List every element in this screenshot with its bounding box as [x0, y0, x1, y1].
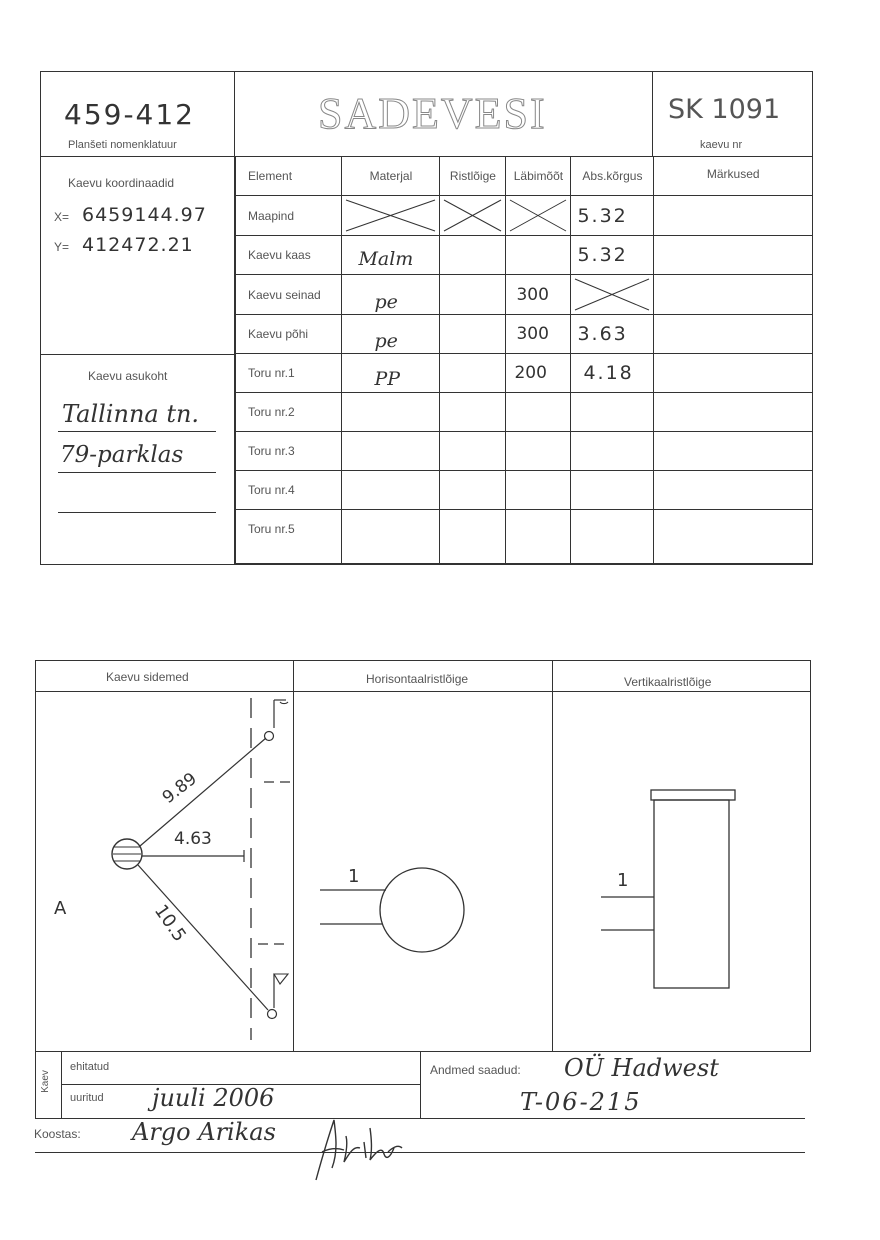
- row-notes: [654, 196, 813, 236]
- cell-crossed: [342, 196, 440, 236]
- row-diameter: [506, 432, 571, 471]
- row-material: [342, 393, 440, 432]
- pipe-label-horizontal: 1: [348, 866, 360, 887]
- row-element: Toru nr.4: [236, 471, 342, 510]
- elements-table: [235, 156, 813, 564]
- row-material: [342, 471, 440, 510]
- row-section: [440, 236, 506, 275]
- pipe-label-vertical: 1: [617, 870, 629, 891]
- row-abs: 5.32: [571, 236, 654, 275]
- tie-distance-3: 10.5: [149, 900, 191, 946]
- footer-side-label: Kaev: [39, 1070, 51, 1093]
- row-diameter: 200: [506, 354, 571, 393]
- andmed-label: Andmed saadud:: [430, 1063, 521, 1077]
- row-material: pe: [342, 315, 440, 354]
- ties-diagram: [36, 692, 293, 1051]
- uuritud-label: uuritud: [70, 1092, 104, 1104]
- row-diameter: [506, 393, 571, 432]
- plan-code: 459-412: [64, 98, 195, 131]
- signature: [308, 1108, 408, 1188]
- row-element: Kaevu seinad: [236, 275, 342, 315]
- panel-title-ties: Kaevu sidemed: [106, 670, 189, 684]
- table-header-row: [236, 157, 813, 196]
- row-abs: 3.63: [571, 315, 654, 354]
- cell-crossed: [506, 196, 571, 236]
- row-section: [440, 393, 506, 432]
- panel-title-horizontal: Horisontaalristlõige: [366, 672, 469, 686]
- andmed-value-1: OÜ Hadwest: [564, 1054, 719, 1082]
- row-abs: [571, 432, 654, 471]
- row-section: [440, 432, 506, 471]
- header-element: Element: [236, 157, 342, 196]
- header-diameter: Läbimõõt: [506, 157, 571, 196]
- cell-crossed: [571, 275, 654, 315]
- row-element: Toru nr.5: [236, 510, 342, 564]
- row-notes: [654, 510, 813, 564]
- coords-label: Kaevu koordinaadid: [68, 176, 175, 190]
- row-notes: [654, 275, 813, 315]
- row-abs: 4.18: [571, 354, 654, 393]
- row-element: Kaevu kaas: [236, 236, 342, 275]
- row-notes: [654, 471, 813, 510]
- table-row: [236, 354, 813, 393]
- cell-crossed: [440, 196, 506, 236]
- andmed-value-2: T-06-215: [520, 1088, 642, 1116]
- row-element: Toru nr.3: [236, 432, 342, 471]
- row-section: [440, 510, 506, 564]
- row-notes: [654, 354, 813, 393]
- row-diameter: [506, 236, 571, 275]
- row-diameter: [506, 471, 571, 510]
- row-section: [440, 315, 506, 354]
- row-material: Malm: [342, 236, 440, 275]
- koostas-label: Koostas:: [34, 1127, 81, 1141]
- row-material: PP: [342, 354, 440, 393]
- row-notes: [654, 432, 813, 471]
- table-row: [236, 393, 813, 432]
- header-section: Ristlõige: [440, 157, 506, 196]
- tie-distance-2: 4.63: [174, 829, 212, 849]
- table-row: [236, 432, 813, 471]
- table-row: [236, 471, 813, 510]
- row-notes: [654, 393, 813, 432]
- tie-distance-1: 9.89: [158, 768, 201, 808]
- coord-y-value: 412472.21: [82, 234, 194, 256]
- table-row: [236, 196, 813, 236]
- row-abs: [571, 393, 654, 432]
- header-material: Materjal: [342, 157, 440, 196]
- location-label: Kaevu asukoht: [88, 369, 168, 383]
- page-title: SADEVESI: [318, 89, 547, 138]
- panel-title-vertical: Vertikaalristlõige: [624, 675, 712, 689]
- row-material: pe: [342, 275, 440, 315]
- point-label-a: A: [54, 898, 67, 919]
- row-abs: [571, 510, 654, 564]
- coord-x-prefix: X=: [54, 210, 70, 224]
- row-element: Toru nr.1: [236, 354, 342, 393]
- row-notes: [654, 236, 813, 275]
- row-element: Toru nr.2: [236, 393, 342, 432]
- row-section: [440, 354, 506, 393]
- row-diameter: 300: [506, 315, 571, 354]
- uuritud-value: juuli 2006: [152, 1084, 275, 1112]
- table-row: [236, 275, 813, 315]
- table-row: [236, 510, 813, 564]
- row-element: Kaevu põhi: [236, 315, 342, 354]
- ehitatud-label: ehitatud: [70, 1061, 110, 1073]
- well-number: SK 1091: [668, 94, 781, 125]
- row-abs: 5.32: [571, 196, 654, 236]
- header-notes: Märkused: [654, 157, 813, 196]
- row-diameter: [506, 510, 571, 564]
- coord-x-value: 6459144.97: [82, 204, 207, 226]
- row-section: [440, 275, 506, 315]
- row-notes: [654, 315, 813, 354]
- row-element: Maapind: [236, 196, 342, 236]
- location-line2: 79-parklas: [60, 442, 184, 468]
- vertical-section-diagram: [553, 692, 810, 1051]
- location-line1: Tallinna tn.: [62, 400, 200, 428]
- table-row: [236, 315, 813, 354]
- row-diameter: 300: [506, 275, 571, 315]
- table-row: [236, 236, 813, 275]
- koostas-value: Argo Arikas: [132, 1118, 276, 1146]
- header-abs: Abs.kõrgus: [571, 157, 654, 196]
- row-material: [342, 510, 440, 564]
- row-material: [342, 432, 440, 471]
- coord-y-prefix: Y=: [54, 240, 70, 254]
- plan-label: Planšeti nomenklatuur: [68, 139, 177, 151]
- horizontal-section-diagram: [294, 692, 552, 1051]
- row-abs: [571, 471, 654, 510]
- well-number-label: kaevu nr: [700, 139, 743, 151]
- row-section: [440, 471, 506, 510]
